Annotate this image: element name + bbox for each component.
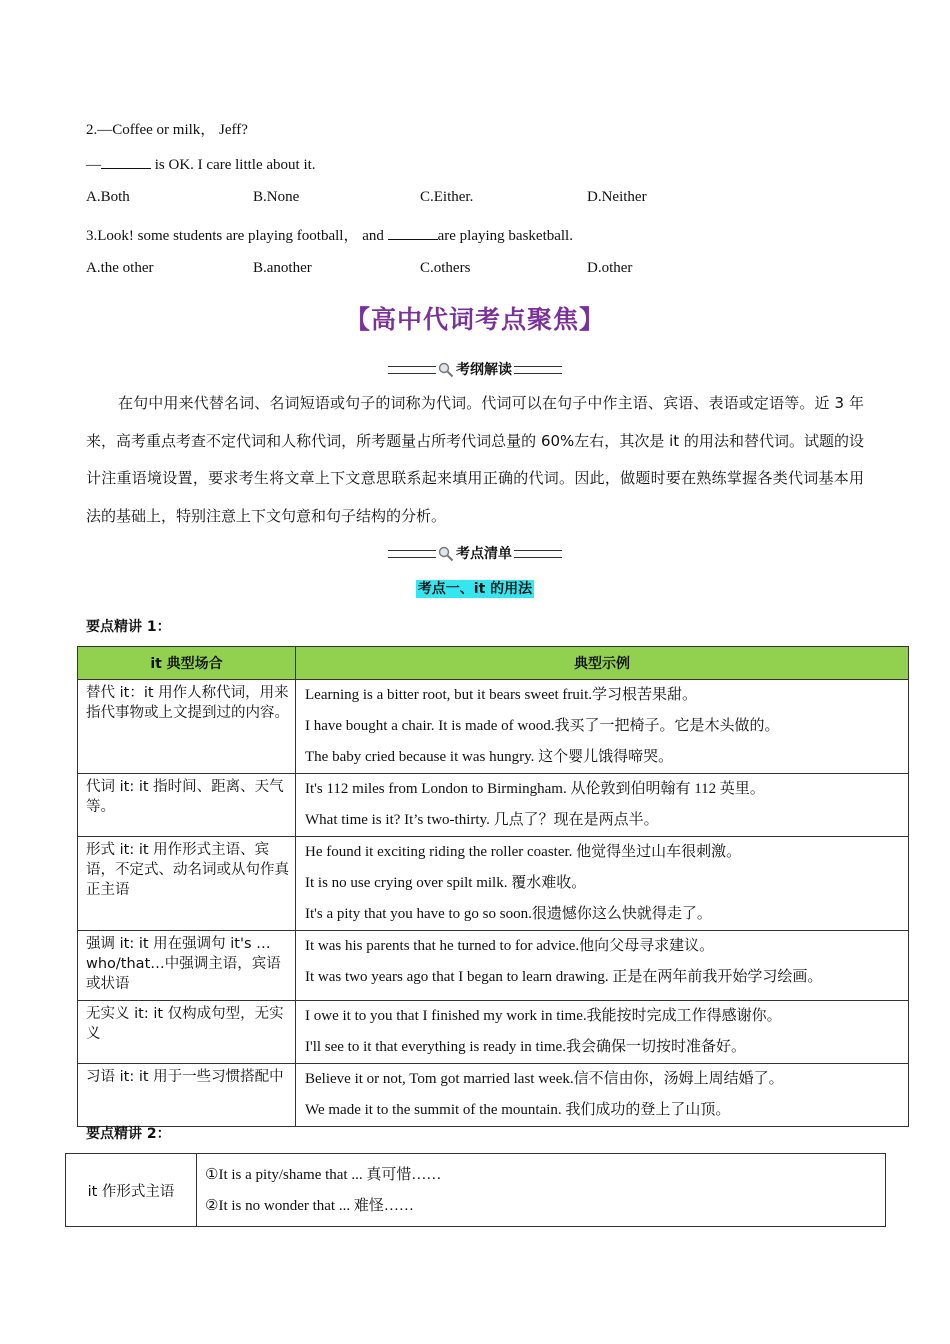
section-heading-outline [0, 359, 950, 379]
answer-blank [101, 154, 151, 169]
question-2-answer-line [86, 154, 316, 174]
example-sentence: He found it exciting riding the roller coaster. 他觉得坐过山车很刺激。 [305, 844, 742, 860]
question-2-text: 2.—Coffee or milk， Jeff? [86, 122, 248, 138]
examples-cell [296, 1064, 909, 1127]
usage-cell: it 作形式主语 [66, 1154, 197, 1227]
example-sentence: ②It is no wonder that ... 难怪…… [205, 1198, 414, 1214]
section-heading-list [0, 543, 950, 563]
example-sentence: It was his parents that he turned to for advice.他向父母寻求建议。 [305, 938, 715, 954]
table-row [78, 1001, 909, 1064]
table-header-row [78, 647, 909, 680]
table-row [78, 774, 909, 837]
option-d: D.Neither [587, 189, 647, 205]
option-a: A.the other [86, 260, 154, 276]
kaodian-heading [0, 578, 950, 598]
usage-cell: 代词 it: it 指时间、距离、天气等。 [78, 774, 296, 837]
option-a: A.Both [86, 189, 130, 205]
table-row [78, 931, 909, 1001]
examples-cell [296, 1001, 909, 1064]
question-3-text-before: 3.Look! some students are playing football， and [86, 228, 388, 244]
magnifier-icon [438, 362, 454, 378]
example-sentence: The baby cried because it was hungry. 这个婴儿饿得啼哭。 [305, 749, 674, 765]
dash: — [86, 157, 101, 173]
option-b: B.None [253, 189, 300, 205]
usage-cell: 无实义 it: it 仅构成句型，无实义 [78, 1001, 296, 1064]
example-sentence: It's 112 miles from London to Birmingham. 从伦敦到伯明翰有 112 英里。 [305, 781, 765, 797]
header-usage: it 典型场合 [78, 647, 296, 680]
question-3-text-after: are playing basketball. [437, 228, 573, 244]
usage-cell: 习语 it: it 用于一些习惯搭配中 [78, 1064, 296, 1127]
kaodian-1-label: 考点一、it 的用法 [417, 581, 533, 597]
table-row [66, 1154, 886, 1227]
table-row [78, 1064, 909, 1127]
examples-cell [296, 680, 909, 774]
example-sentence: We made it to the summit of the mountain. 我们成功的登上了山顶。 [305, 1102, 731, 1118]
question-3-stem [86, 224, 573, 245]
option-c: C.others [420, 260, 471, 276]
section-title: 考点清单 [456, 546, 512, 562]
examples-cell [197, 1154, 886, 1227]
page-title: 【高中代词考点聚焦】 [344, 305, 605, 334]
usage-cell: 形式 it: it 用作形式主语、宾语，不定式、动名词或从句作真正主语 [78, 837, 296, 931]
example-sentence: I have bought a chair. It is made of wood.我买了一把椅子。它是木头做的。 [305, 718, 780, 734]
it-usage-table [77, 646, 909, 1127]
double-rule [514, 550, 562, 558]
outline-paragraph [86, 385, 864, 535]
usage-cell: 替代 it：it 用作人称代词，用来指代事物或上文提到过的内容。 [78, 680, 296, 774]
section-title: 考纲解读 [456, 362, 512, 378]
magnifier-icon [438, 546, 454, 562]
option-c: C.Either. [420, 189, 474, 205]
question-2-stem [86, 118, 248, 139]
example-sentence: I owe it to you that I finished my work in time.我能按时完成工作得感谢你。 [305, 1008, 782, 1024]
examples-cell [296, 931, 909, 1001]
examples-cell [296, 774, 909, 837]
point-2-label: 要点精讲 2： [86, 1126, 171, 1142]
answer-blank [388, 225, 438, 240]
example-sentence: ①It is a pity/shame that ... 真可惜…… [205, 1167, 442, 1183]
usage-cell: 强调 it: it 用在强调句 it's … who/that…中强调主语，宾语或状语 [78, 931, 296, 1001]
example-sentence: It was two years ago that I began to learn drawing. 正是在两年前我开始学习绘画。 [305, 969, 823, 985]
examples-cell [296, 837, 909, 931]
point-1-label: 要点精讲 1： [86, 619, 171, 635]
double-rule [514, 366, 562, 374]
double-rule [388, 366, 436, 374]
question-2-options [86, 189, 786, 206]
answer-rest: is OK. I care little about it. [151, 157, 316, 173]
table-row [78, 837, 909, 931]
example-sentence: It's a pity that you have to go so soon.很遗憾你这么快就得走了。 [305, 906, 712, 922]
option-b: B.another [253, 260, 312, 276]
example-sentence: What time is it? It’s two-thirty. 几点了？现在是两点半。 [305, 812, 659, 828]
double-rule [388, 550, 436, 558]
example-sentence: I'll see to it that everything is ready in time.我会确保一切按时准备好。 [305, 1039, 746, 1055]
question-3-options [86, 260, 786, 277]
header-examples: 典型示例 [296, 647, 909, 680]
formal-subject-table [65, 1153, 886, 1227]
option-d: D.other [587, 260, 633, 276]
table-row [78, 680, 909, 774]
example-sentence: It is no use crying over spilt milk. 覆水难收。 [305, 875, 587, 891]
example-sentence: Believe it or not, Tom got married last week.信不信由你，汤姆上周结婚了。 [305, 1071, 784, 1087]
outline-text: 在句中用来代替名词、名词短语或句子的词称为代词。代词可以在句子中作主语、宾语、表语或定语等。近 3 年来，高考重点考查不定代词和人称代词，所考题量占所考代词总量的 60%左右，其次是 it 的用法和替代词。试题的设计注重语境设置，要求考生将文章上下文意思联系起来填用正确的代词。因此，做题时要在熟练掌握各类代词基本用法的基础上，特别注意上下文句意和句子结构的分析。 [86, 394, 864, 525]
example-sentence: Learning is a bitter root, but it bears sweet fruit.学习根苦果甜。 [305, 687, 698, 703]
